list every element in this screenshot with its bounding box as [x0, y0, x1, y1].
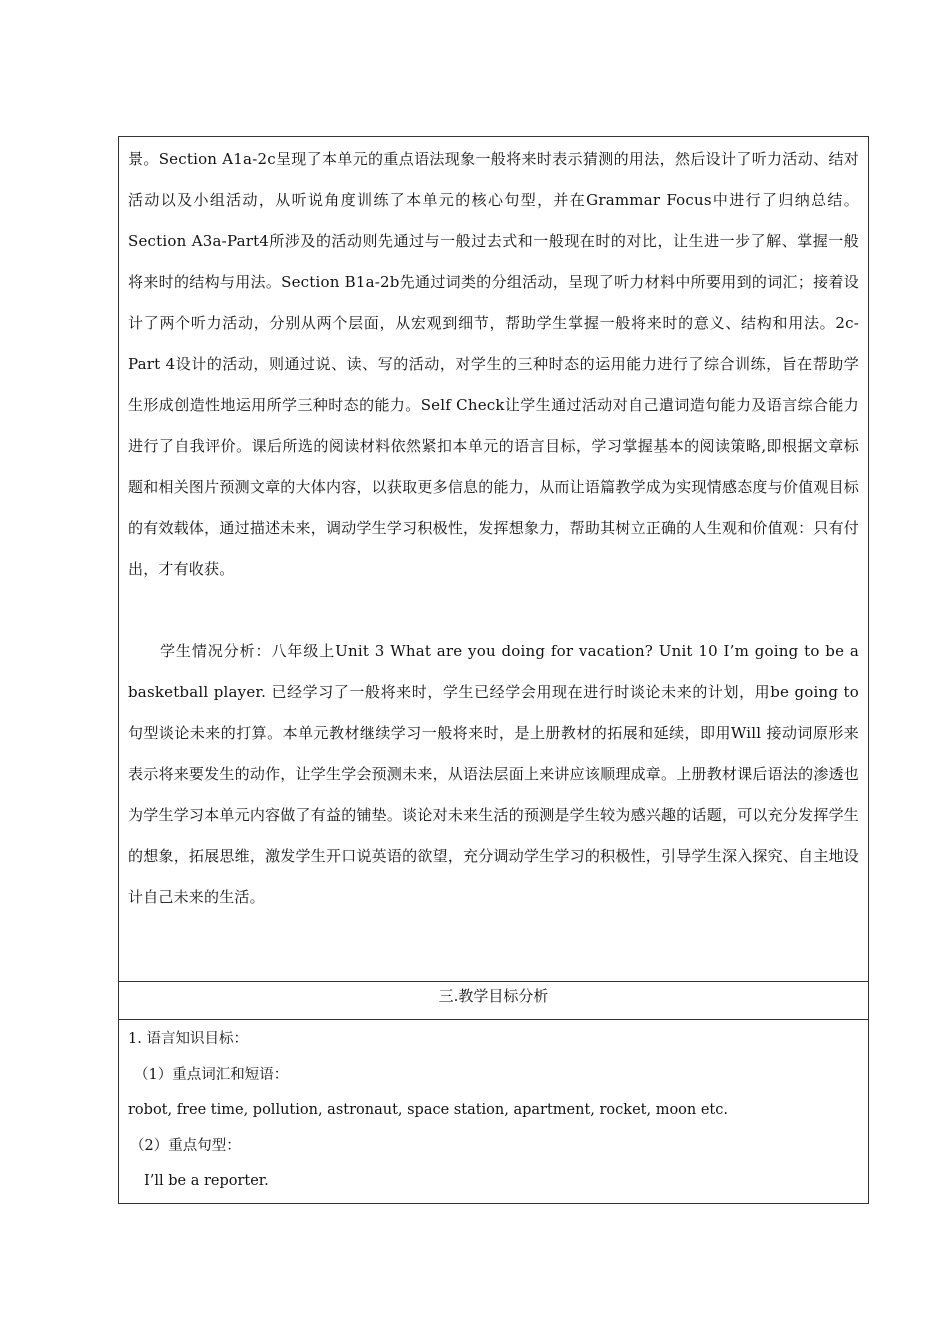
- student-analysis-paragraph: 学生情况分析：八年级上Unit 3 What are you doing for vacation? Unit 10 I’m going to be a basketball player. 已经学习了一般将来时，学生已经学会用现在进行时谈论未来的计划，用be going to句型谈论未来的打算。本单元教材继续学习一般将来时，是上册教材的拓展和延续，即用Will 接动词原形来表示将来要发生的动作，让学生学会预测未来，从语法层面上来讲应该顺理成章。上册教材课后语法的渗透也为学生学习本单元内容做了有益的铺垫。谈论对未来生活的预测是学生较为感兴趣的话题，可以充分发挥学生的想象，拓展思维，激发学生开口说英语的欲望，充分调动学生学习的积极性，引导学生深入探究、自主地设计自己未来的生活。: [128, 642, 859, 906]
- lesson-plan-table: [118, 136, 869, 1204]
- goal-vocabulary-list: robot, free time, pollution, astronaut, space station, apartment, rocket, moon etc.: [128, 1102, 728, 1118]
- textbook-analysis-paragraph: 景。Section A1a-2c呈现了本单元的重点语法现象一般将来时表示猜测的用法，然后设计了听力活动、结对活动以及小组活动，从听说角度训练了本单元的核心句型，并在Grammar Focus中进行了归纳总结。Section A3a-Part4所涉及的活动则先通过与一般过去式和一般现在时的对比，让生进一步了解、掌握一般将来时的结构与用法。Section B1a-2b先通过词类的分组活动，呈现了听力材料中所要用到的词汇；接着设计了两个听力活动，分别从两个层面，从宏观到细节，帮助学生掌握一般将来时的意义、结构和用法。2c- Part 4设计的活动，则通过说、读、写的活动，对学生的三种时态的运用能力进行了综合训练，旨在帮助学生形成创造性地运用所学三种时态的能力。Self Check让学生通过活动对自己遣词造句能力及语言综合能力进行了自我评价。课后所选的阅读材料依然紧扣本单元的语言目标，学习掌握基本的阅读策略,即根据文章标题和相关图片预测文章的大体内容，以获取更多信息的能力，从而让语篇教学成为实现情感态度与价值观目标的有效载体，通过描述未来，调动学生学习积极性，发挥想象力，帮助其树立正确的人生观和价值观：只有付出，才有收获。: [128, 150, 859, 578]
- goal-key-sentences: （2）重点句型：: [130, 1137, 241, 1154]
- section-heading: 三.教学目标分析: [119, 982, 868, 1020]
- paragraph-spacer: [128, 590, 859, 631]
- goal-key-vocabulary: （1）重点词汇和短语：: [134, 1066, 289, 1083]
- goal-example-sentence: I’ll be a reporter.: [144, 1173, 269, 1189]
- goal-language-knowledge: 1. 语言知识目标：: [128, 1031, 248, 1047]
- goals-cell: [119, 1020, 868, 1203]
- analysis-cell: [119, 137, 868, 982]
